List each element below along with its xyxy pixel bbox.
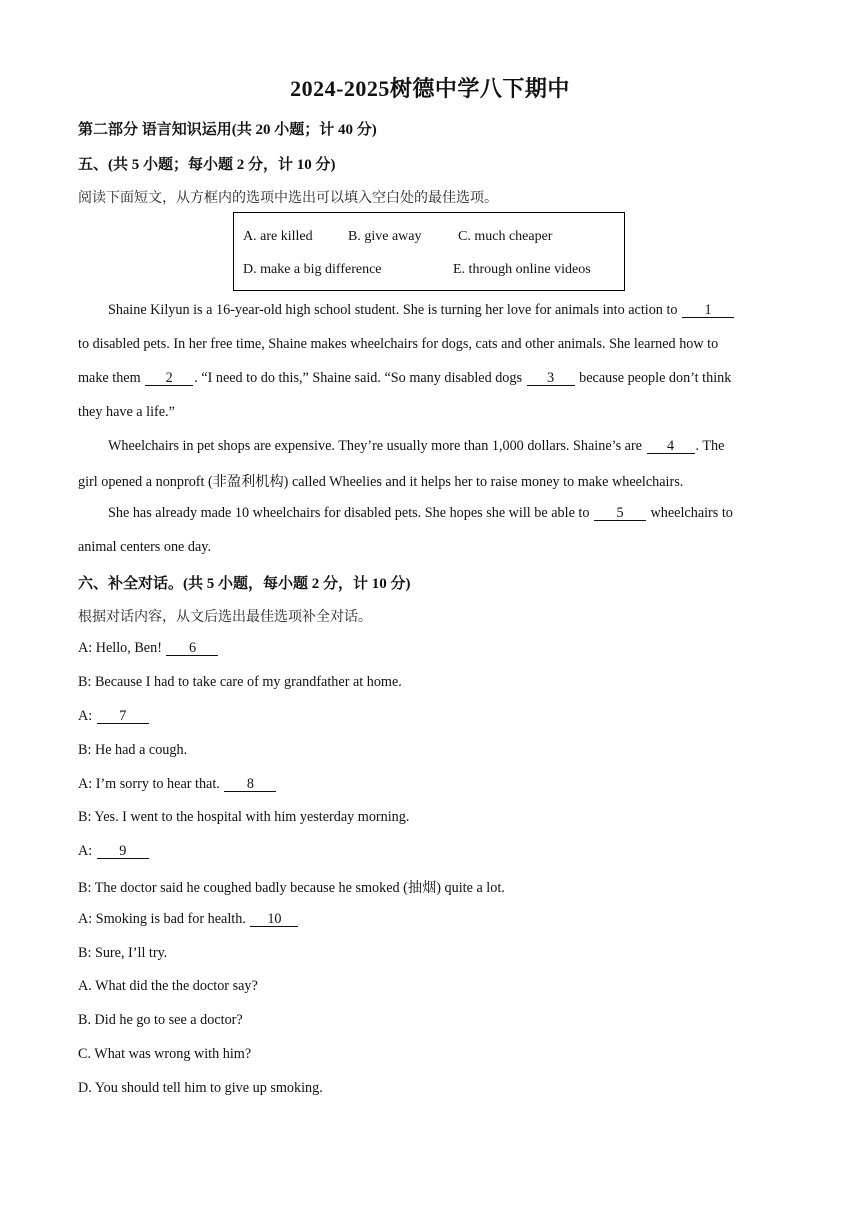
dialogue-line: B: The doctor said he coughed badly because he smoked (抽烟) quite a lot.	[78, 880, 505, 896]
blank-1: 1	[682, 303, 734, 318]
option-d: D. make a big difference	[243, 262, 382, 277]
blank-8: 8	[224, 777, 276, 792]
section6-heading: 六、补全对话。(共 5 小题，每小题 2 分，计 10 分)	[78, 576, 411, 592]
choice-a: A. What did the the doctor say?	[78, 978, 258, 994]
dialogue-line	[78, 843, 150, 860]
dialogue-line	[78, 776, 277, 793]
blank-9: 9	[97, 844, 149, 859]
dialogue-line: B: Sure, I’ll try.	[78, 945, 168, 961]
dialogue-text: A: Smoking is bad for health.	[78, 911, 246, 927]
passage-line: animal centers one day.	[78, 539, 212, 555]
section5-instruction: 阅读下面短文，从方框内的选项中选出可以填入空白处的最佳选项。	[78, 191, 498, 206]
section5-heading: 五、(共 5 小题；每小题 2 分，计 10 分)	[78, 157, 336, 173]
passage-text: because people don’t think	[579, 370, 732, 386]
dialogue-line: B: Yes. I went to the hospital with him yesterday morning.	[78, 809, 410, 825]
dialogue-text: A:	[78, 708, 93, 724]
option-c: C. much cheaper	[458, 229, 553, 244]
dialogue-text: A: I’m sorry to hear that.	[78, 776, 220, 792]
passage-text: make them	[78, 370, 141, 386]
passage-line	[108, 438, 724, 455]
dialogue-text: A:	[78, 843, 93, 859]
exam-title: 2024-2025树德中学八下期中	[290, 76, 570, 101]
choice-d: D. You should tell him to give up smoking.	[78, 1080, 323, 1096]
choice-c: C. What was wrong with him?	[78, 1046, 252, 1062]
choice-b: B. Did he go to see a doctor?	[78, 1012, 243, 1028]
dialogue-line: B: He had a cough.	[78, 742, 188, 758]
passage-line	[108, 302, 735, 319]
blank-7: 7	[97, 709, 149, 724]
passage-line	[78, 370, 731, 387]
passage-line: they have a life.”	[78, 404, 175, 420]
option-b: B. give away	[348, 229, 422, 244]
blank-4: 4	[647, 439, 695, 454]
option-e: E. through online videos	[453, 262, 591, 277]
passage-line: to disabled pets. In her free time, Shaine makes wheelchairs for dogs, cats and other animals. She learned how to	[78, 336, 719, 352]
dialogue-line: B: Because I had to take care of my grandfather at home.	[78, 674, 402, 690]
passage-line	[108, 505, 733, 522]
passage-text: . The	[695, 438, 725, 454]
dialogue-text: A: Hello, Ben!	[78, 640, 162, 656]
dialogue-line	[78, 911, 299, 928]
options-box	[233, 212, 625, 291]
blank-3: 3	[527, 371, 575, 386]
blank-2: 2	[145, 371, 193, 386]
passage-text: Wheelchairs in pet shops are expensive. They’re usually more than 1,000 dollars. Shaine’s are	[108, 438, 642, 454]
part-heading: 第二部分 语言知识运用(共 20 小题；计 40 分)	[78, 122, 377, 138]
dialogue-line	[78, 640, 219, 657]
passage-line: girl opened a nonproft (非盈利机构) called Wheelies and it helps her to raise money to make wheelchairs.	[78, 474, 684, 490]
dialogue-line	[78, 708, 150, 725]
passage-text: Shaine Kilyun is a 16-year-old high school student. She is turning her love for animals into action to	[108, 302, 678, 318]
passage-text: She has already made 10 wheelchairs for disabled pets. She hopes she will be able to	[108, 505, 590, 521]
passage-text: wheelchairs to	[650, 505, 733, 521]
blank-6: 6	[166, 641, 218, 656]
blank-10: 10	[250, 912, 298, 927]
blank-5: 5	[594, 506, 646, 521]
section6-instruction: 根据对话内容，从文后选出最佳选项补全对话。	[78, 610, 372, 625]
passage-text: . “I need to do this,” Shaine said. “So many disabled dogs	[194, 370, 523, 386]
option-a: A. are killed	[243, 229, 313, 244]
